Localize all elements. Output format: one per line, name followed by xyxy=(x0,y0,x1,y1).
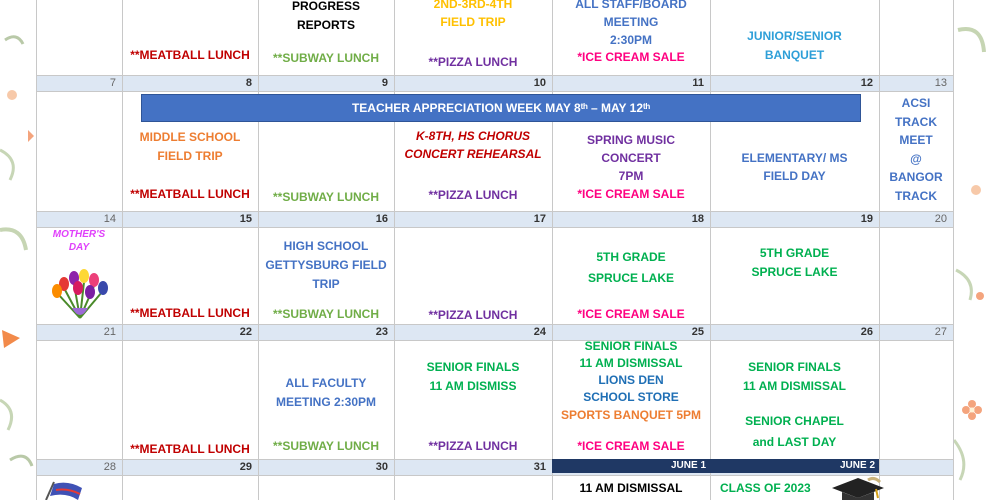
junior-senior-banquet-event: JUNIOR/SENIOR BANQUET xyxy=(747,29,842,62)
date-15: 15 xyxy=(239,213,252,225)
floral-decoration-left xyxy=(0,0,36,500)
middle-school-field-trip-event: MIDDLE SCHOOL FIELD TRIP xyxy=(139,130,241,163)
date-14: 14 xyxy=(103,213,116,225)
pizza-lunch: **PIZZA LUNCH xyxy=(428,55,518,69)
field-day-event: ELEMENTARY/ MS FIELD DAY xyxy=(741,151,848,183)
senior-finals-event: SENIOR FINALS 11 AM DISMISSAL xyxy=(743,360,846,393)
date-16: 16 xyxy=(375,213,388,225)
tulip-bouquet-icon xyxy=(44,258,116,322)
date-31: 31 xyxy=(533,461,546,473)
date-25: 25 xyxy=(691,326,704,338)
date-11: 11 xyxy=(692,77,704,89)
date-7: 7 xyxy=(109,77,116,89)
ice-cream-sale: *ICE CREAM SALE xyxy=(577,50,685,64)
date-27: 27 xyxy=(934,326,947,338)
date-17: 17 xyxy=(533,213,546,225)
date-19: 19 xyxy=(860,213,873,225)
date-13: 13 xyxy=(934,77,947,89)
lions-den-store-event: LIONS DEN SCHOOL STORE xyxy=(583,373,679,404)
pizza-lunch: **PIZZA LUNCH xyxy=(428,188,518,202)
class-of-2023-event: CLASS OF 2023 xyxy=(720,481,811,495)
pizza-lunch: **PIZZA LUNCH xyxy=(428,439,518,453)
faculty-meeting-event: ALL FACULTY MEETING 2:30PM xyxy=(275,376,377,409)
spring-music-concert-event: SPRING MUSIC CONCERT 7PM xyxy=(586,133,675,183)
date-12: 12 xyxy=(860,77,873,89)
date-18: 18 xyxy=(691,213,704,225)
date-28: 28 xyxy=(103,461,116,473)
week2-date-row xyxy=(36,211,954,227)
june-1-header: JUNE 1 xyxy=(552,459,710,473)
date-8: 8 xyxy=(245,77,252,89)
week1-date-row xyxy=(36,75,954,91)
acsi-track-meet-event: ACSI TRACK MEET @ BANGOR TRACK xyxy=(889,96,943,203)
senior-finals-event: SENIOR FINALS 11 AM DISMISS xyxy=(426,360,520,393)
staff-board-meeting-event: ALL STAFF/BOARD MEETING 2:30PM xyxy=(575,0,687,47)
gettysburg-field-trip-event: HIGH SCHOOL GETTYSBURG FIELD TRIP xyxy=(265,239,387,291)
ice-cream-sale: *ICE CREAM SALE xyxy=(577,187,685,201)
chorus-rehearsal-event: K-8TH, HS CHORUS CONCERT REHEARSAL xyxy=(404,129,542,161)
june-2-header: JUNE 2 xyxy=(710,459,879,473)
subway-lunch: **SUBWAY LUNCH xyxy=(272,439,380,453)
date-23: 23 xyxy=(375,326,388,338)
date-9: 9 xyxy=(381,77,388,89)
date-21: 21 xyxy=(103,326,116,338)
pizza-lunch: **PIZZA LUNCH xyxy=(428,308,518,322)
senior-chapel-event: SENIOR CHAPEL and LAST DAY xyxy=(745,414,844,449)
spruce-lake-event: 5TH GRADE SPRUCE LAKE xyxy=(751,246,838,279)
meatball-lunch: **MEATBALL LUNCH xyxy=(130,442,250,456)
sports-banquet-event: SPORTS BANQUET 5PM xyxy=(560,408,701,422)
teacher-appreciation-banner: TEACHER APPRECIATION WEEK MAY 8ᵗʰ – MAY 12ᵗʰ xyxy=(141,94,861,122)
senior-finals-event: SENIOR FINALS 11 AM DISMISSAL xyxy=(579,339,683,370)
date-10: 10 xyxy=(533,77,546,89)
date-22: 22 xyxy=(239,326,252,338)
subway-lunch: **SUBWAY LUNCH xyxy=(272,307,380,321)
floral-decoration-right xyxy=(954,0,990,500)
subway-lunch: **SUBWAY LUNCH xyxy=(272,51,380,65)
meatball-lunch: **MEATBALL LUNCH xyxy=(130,48,250,62)
meatball-lunch: **MEATBALL LUNCH xyxy=(130,306,250,320)
flag-icon xyxy=(42,480,92,500)
may-calendar xyxy=(36,0,954,500)
ice-cream-sale: *ICE CREAM SALE xyxy=(577,307,685,321)
week3-date-row xyxy=(36,324,954,340)
mothers-day-label: MOTHER'S DAY xyxy=(52,229,106,253)
field-trip-2nd-4th-event: 2ND-3RD-4TH FIELD TRIP xyxy=(433,0,513,29)
ice-cream-sale: *ICE CREAM SALE xyxy=(577,439,685,453)
meatball-lunch: **MEATBALL LUNCH xyxy=(130,187,250,201)
date-24: 24 xyxy=(533,326,546,338)
dismissal-event: 11 AM DISMISSAL xyxy=(579,481,683,495)
graduation-cap-icon xyxy=(828,476,888,500)
date-26: 26 xyxy=(860,326,873,338)
date-20: 20 xyxy=(934,213,947,225)
date-30: 30 xyxy=(375,461,388,473)
progress-reports-event: PROGRESS REPORTS xyxy=(291,0,360,32)
subway-lunch: **SUBWAY LUNCH xyxy=(272,190,380,204)
spruce-lake-event: 5TH GRADE SPRUCE LAKE xyxy=(587,250,674,285)
date-29: 29 xyxy=(239,461,252,473)
